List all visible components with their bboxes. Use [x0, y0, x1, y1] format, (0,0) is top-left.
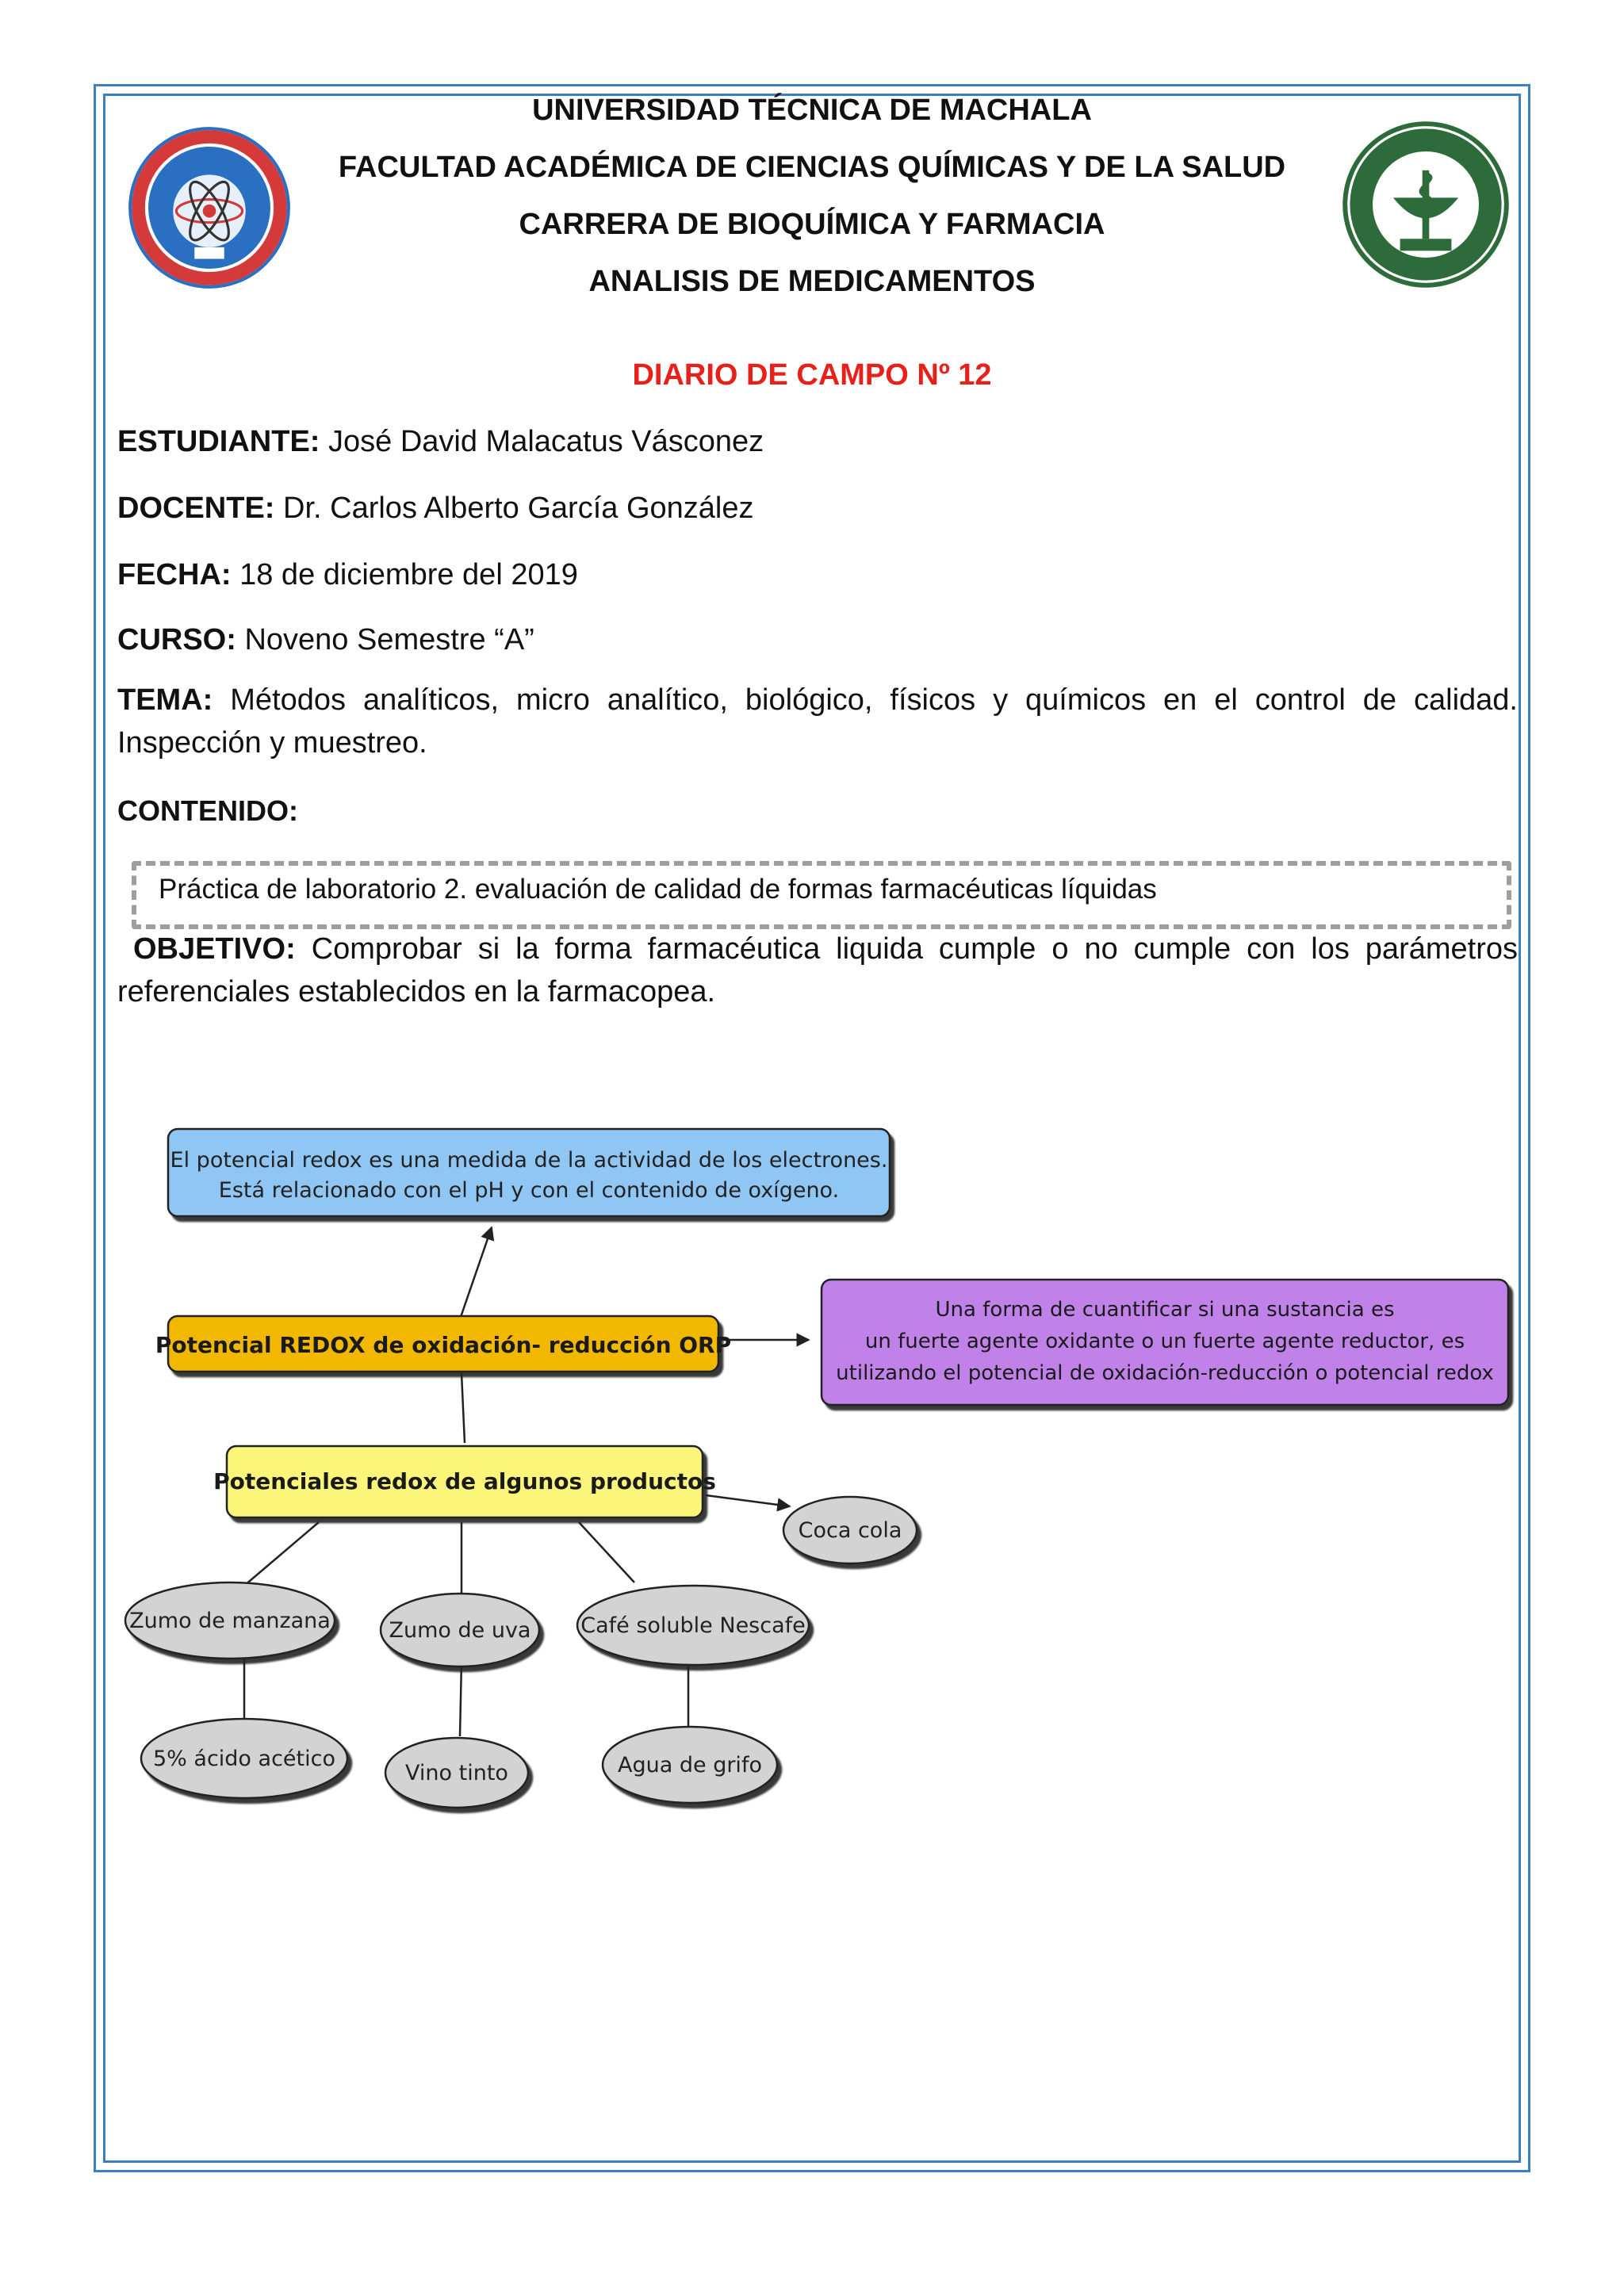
definition-node [168, 1129, 890, 1216]
connector-main-products [462, 1373, 465, 1443]
zumo-manzana-label: Zumo de manzana [129, 1609, 331, 1633]
vino-node [385, 1738, 528, 1808]
subject-title: ANALISIS DE MEDICAMENTOS [588, 265, 1036, 298]
student-value: José David Malacatus Vásconez [328, 425, 764, 458]
topic-value: Métodos analíticos, micro analítico, biológico, físicos y químicos en el control de calidad. Inspección y muestreo. [117, 683, 1518, 760]
course-field [117, 618, 1518, 661]
coca-cola-node [783, 1497, 917, 1563]
concept-map [111, 1094, 1522, 1871]
quantify-node [822, 1280, 1508, 1405]
quantify-line-2: un fuerte agente oxidante o un fuerte agente reductor, es [864, 1330, 1465, 1353]
coca-cola-label: Coca cola [798, 1518, 902, 1543]
connector-products-cafe [579, 1522, 634, 1582]
products-node-label: Potenciales redox de algunos productos [213, 1468, 716, 1494]
connector-uva-vino [460, 1662, 462, 1736]
zumo-uva-label: Zumo de uva [389, 1618, 531, 1643]
quantify-line-1: Una forma de cuantificar si una sustancia es [935, 1298, 1395, 1322]
teacher-label: DOCENTE: [117, 492, 275, 525]
cafe-node [577, 1586, 809, 1665]
objective-label: OBJETIVO: [132, 932, 296, 966]
acido-node [141, 1719, 347, 1798]
date-value: 18 de diciembre del 2019 [239, 558, 578, 591]
date-field [117, 553, 1518, 596]
course-value: Noveno Semestre “A” [244, 623, 534, 656]
student-field [117, 420, 1518, 463]
date-label: FECHA: [117, 558, 232, 591]
zumo-manzana-node [125, 1582, 335, 1659]
teacher-value: Dr. Carlos Alberto García González [283, 492, 754, 525]
content-label: CONTENIDO: [117, 794, 298, 827]
acido-label: 5% ácido acético [152, 1747, 336, 1771]
student-label: ESTUDIANTE: [117, 425, 320, 458]
definition-line-2: Está relacionado con el pH y con el contenido de oxígeno. [218, 1178, 840, 1203]
teacher-field [117, 487, 1518, 530]
topic-field [117, 679, 1518, 764]
agua-node [603, 1727, 777, 1803]
vino-label: Vino tinto [405, 1761, 508, 1785]
career-title: CARRERA DE BIOQUÍMICA Y FARMACIA [519, 208, 1105, 241]
practice-text: Práctica de laboratorio 2. evaluación de calidad de formas farmacéuticas líquidas [159, 874, 1157, 905]
objective-field [117, 928, 1518, 1013]
connector-products-cocacola [706, 1495, 790, 1506]
connector-main-definition [460, 1227, 492, 1319]
products-node [213, 1446, 716, 1517]
agua-label: Agua de grifo [618, 1753, 762, 1777]
zumo-uva-node [381, 1594, 539, 1667]
course-label: CURSO: [117, 623, 236, 656]
cafe-label: Café soluble Nescafe [580, 1613, 806, 1638]
diario-title: DIARIO DE CAMPO Nº 12 [632, 358, 992, 392]
connector-products-manzana [244, 1522, 319, 1586]
quantify-line-3: utilizando el potencial de oxidación-reducción o potencial redox [836, 1361, 1494, 1385]
faculty-title: FACULTAD ACADÉMICA DE CIENCIAS QUÍMICAS Y DE LA SALUD [338, 151, 1286, 184]
university-title: UNIVERSIDAD TÉCNICA DE MACHALA [532, 94, 1092, 127]
definition-line-1: El potencial redox es una medida de la actividad de los electrones. [170, 1148, 888, 1173]
main-node-label: Potencial REDOX de oxidación- reducción ORP [155, 1332, 732, 1358]
main-node [155, 1316, 731, 1372]
objective-value: Comprobar si la forma farmacéutica liquida cumple o no cumple con los parámetros referenciales establecidos en la farmacopea. [117, 932, 1518, 1008]
topic-label: TEMA: [117, 683, 213, 717]
